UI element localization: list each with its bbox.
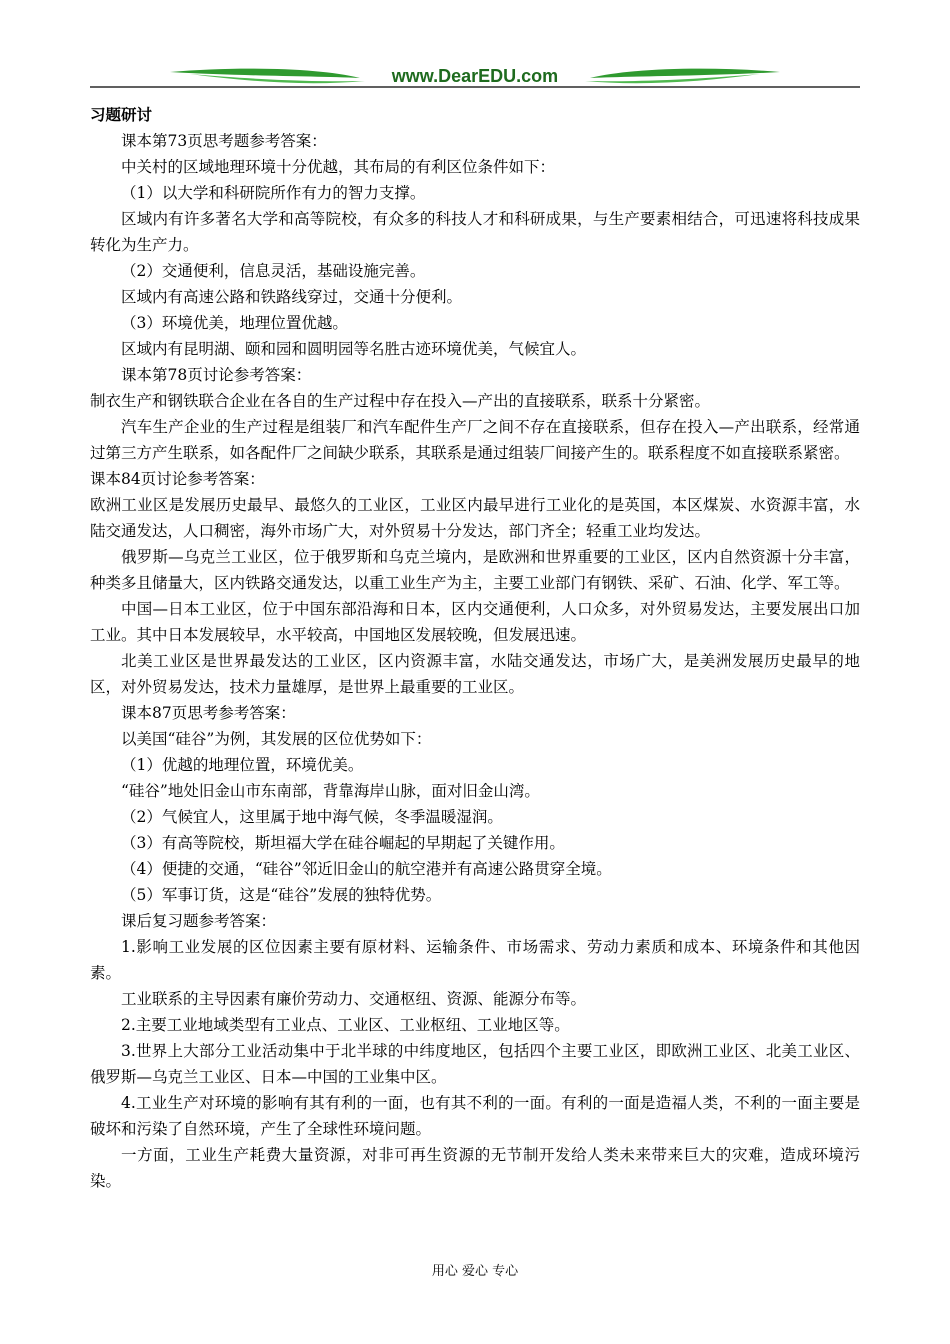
paragraph: （5）军事订货，这是“硅谷”发展的独特优势。 xyxy=(121,886,442,904)
paragraph: （1）优越的地理位置，环境优美。 xyxy=(121,756,364,774)
header-banner xyxy=(90,62,860,92)
paragraph: 3.世界上大部分工业活动集中于北半球的中纬度地区，包括四个主要工业区，即欧洲工业区、北美工业区、俄罗斯—乌克兰工业区、日本—中国的工业集中区。 xyxy=(90,1042,860,1086)
paragraph: （3）有高等院校，斯坦福大学在硅谷崛起的早期起了关键作用。 xyxy=(121,834,565,852)
paragraph: （1）以大学和科研院所作有力的智力支撑。 xyxy=(121,184,426,202)
paragraph: 课本第73页思考题参考答案： xyxy=(121,132,327,150)
paragraph: （2）交通便利，信息灵活，基础设施完善。 xyxy=(121,262,426,280)
paragraph: 课后复习题参考答案： xyxy=(121,912,277,930)
paragraph: （4）便捷的交通，“硅谷”邻近旧金山的航空港并有高速公路贯穿全境。 xyxy=(121,860,612,878)
paragraph: 课本87页思考参考答案： xyxy=(121,704,296,722)
paragraph: 课本84页讨论参考答案： xyxy=(90,470,265,488)
paragraph: 俄罗斯—乌克兰工业区，位于俄罗斯和乌克兰境内，是欧洲和世界重要的工业区，区内自然资源十分丰富，种类多且储量大，区内铁路交通发达，以重工业生产为主，主要工业部门有钢铁、采矿、石油、化学、军工等。 xyxy=(90,548,860,592)
paragraph: 1.影响工业发展的区位因素主要有原材料、运输条件、市场需求、劳动力素质和成本、环境条件和其他因素。 xyxy=(90,938,860,982)
paragraph: 区域内有许多著名大学和高等院校，有众多的科技人才和科研成果，与生产要素相结合，可迅速将科技成果转化为生产力。 xyxy=(90,210,860,254)
paragraph: 区域内有高速公路和铁路线穿过，交通十分便利。 xyxy=(121,288,463,306)
paragraph: 2.主要工业地域类型有工业点、工业区、工业枢纽、工业地区等。 xyxy=(121,1016,570,1034)
left-leaf-swoosh xyxy=(170,69,360,78)
paragraph: 一方面，工业生产耗费大量资源，对非可再生资源的无节制开发给人类未来带来巨大的灾难，造成环境污染。 xyxy=(90,1146,860,1190)
paragraph: 欧洲工业区是发展历史最早、最悠久的工业区，工业区内最早进行工业化的是英国，本区煤炭、水资源丰富，水陆交通发达，人口稠密，海外市场广大，对外贸易十分发达，部门齐全；轻重工业均发达。 xyxy=(90,496,860,540)
paragraph: 课本第78页讨论参考答案： xyxy=(121,366,312,384)
paragraph: 以美国“硅谷”为例，其发展的区位优势如下： xyxy=(121,730,432,748)
document-body xyxy=(90,102,860,1194)
paragraph: “硅谷”地处旧金山市东南部，背靠海岸山脉，面对旧金山湾。 xyxy=(121,782,540,800)
paragraph: 汽车生产企业的生产过程是组装厂和汽车配件生产厂之间不存在直接联系，但存在投入—产出联系，经常通过第三方产生联系，如各配件厂之间缺少联系，其联系是通过组装厂间接产生的。联系程度不如直接联系紧密。 xyxy=(90,418,860,462)
page-footer: 用心 爱心 专心 xyxy=(431,1264,519,1279)
paragraph: 4.工业生产对环境的影响有其有利的一面，也有其不利的一面。有利的一面是造福人类，不利的一面主要是破坏和污染了自然环境，产生了全球性环境问题。 xyxy=(90,1094,860,1138)
paragraph: 中国—日本工业区，位于中国东部沿海和日本，区内交通便利，人口众多，对外贸易发达，主要发展出口加工业。其中日本发展较早，水平较高，中国地区发展较晚，但发展迅速。 xyxy=(90,600,860,644)
paragraph: 工业联系的主导因素有廉价劳动力、交通枢纽、资源、能源分布等。 xyxy=(121,990,587,1008)
paragraph: （2）气候宜人，这里属于地中海气候，冬季温暖湿润。 xyxy=(121,808,503,826)
paragraph: 区域内有昆明湖、颐和园和圆明园等名胜古迹环境优美，气候宜人。 xyxy=(121,340,587,358)
paragraph: 北美工业区是世界最发达的工业区，区内资源丰富，水陆交通发达，市场广大，是美洲发展历史最早的地区，对外贸易发达，技术力量雄厚，是世界上最重要的工业区。 xyxy=(90,652,860,696)
paragraph: 中关村的区域地理环境十分优越，其布局的有利区位条件如下： xyxy=(121,158,556,176)
site-logo-text: www.DearEDU.com xyxy=(391,66,559,86)
paragraph: （3）环境优美，地理位置优越。 xyxy=(121,314,348,332)
right-leaf-swoosh xyxy=(590,69,780,78)
page-header xyxy=(90,62,860,92)
paragraph: 制衣生产和钢铁联合企业在各自的生产过程中存在投入—产出的直接联系，联系十分紧密。 xyxy=(90,392,711,410)
section-title: 习题研讨 xyxy=(90,105,153,124)
